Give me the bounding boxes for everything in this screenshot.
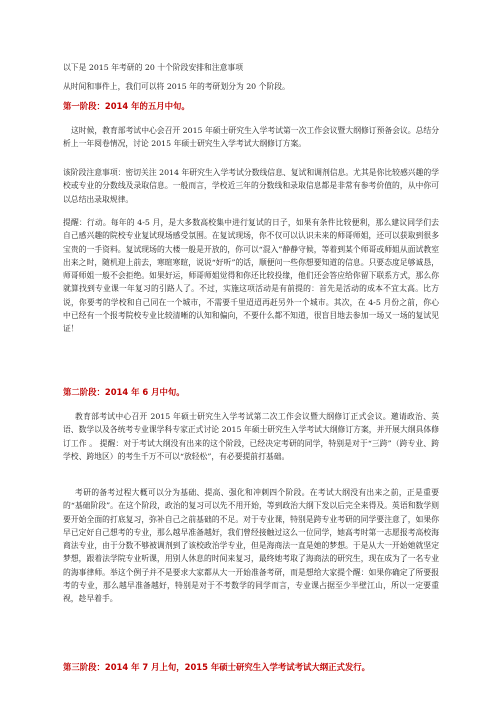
stage-1-heading: 第一阶段：2014 年的五月中旬。: [63, 101, 190, 111]
stage-2-heading: 第二阶段：2014 年 6 月中旬。: [63, 387, 185, 397]
intro-line-1: 以下是 2015 年考研的 20 十个阶段安排和注意事项: [63, 63, 244, 72]
intro-line-2: 从时间和事件上，我们可以将 2015 年的考研划分为 20 个阶段。: [63, 82, 290, 91]
stage-3-heading: 第三阶段：2014 年 7 月上旬，2015 年硕士研究生入学考试考试大纲正式发行。: [63, 662, 370, 672]
stage-2-paragraph-1: 教育部考试中心召开 2015 年硕士研究生入学考试第二次工作会议暨大纲修订正式会议。邀请政治、英语、数学以及各统考专业课学科专家正式讨论 2015 年硕士研究生入学考试大纲修订方案，并开展大纲具体修订工作 。 提醒：对于考试大纲没有出来的这个阶段，已经决定考研的同学，特别是对于“三跨”（跨专业、跨学校、跨地区）的考生千万不可以“放轻松”，有必要提前打基础。: [63, 412, 439, 461]
stage-1-paragraph-3: 提醒：行动。每年的 4-5 月，是大多数高校集中进行复试的日子，如果有条件比较便利，那么建议同学们去自己感兴趣的院校专业复试现场感受氛围。在复试现场，你不仅可以认识未来的师哥师姐，还可以获取到很多宝贵的一手资料。复试现场的大楼一般是开放的，你可以“混入”静静守候，等着到某个师哥或师姐从面试教室出来之时，随机迎上前去，寒暄寒暄，说说“好听”的话，顺便问一些你想要知道的信息。只要态度足够诚恳，师哥师姐一般不会拒绝。如果好运，师哥师姐觉得和你还比较投缘，他们还会答应给你留下联系方式，那么你就算找到专业课一年复习的引路人了。不过，实施这项活动是有前提的：首先是活动的成本不宜太高。比方说，你要考的学校和自己同在一个城市，不需要千里迢迢再赶另外一个城市。其次，在 4-5 月份之前，你心中已经有一个报考院校专业比较清晰的认知和偏向，不要什么都不知道，很盲目地去参加一场又一场的复试见证！: [63, 218, 439, 334]
stage-1-paragraph-2: 该阶段注意事项：密切关注 2014 年研究生入学考试分数线信息、复试和调剂信息。尤其是你比较感兴趣的学校或专业的分数线及录取信息。一般而言，学校近三年的分数线和录取信息都是非常有参考价值的，从中你可以总结出录取规律。: [63, 168, 439, 204]
stage-2-paragraph-2: 考研的备考过程大概可以分为基础、提高、强化和冲刺四个阶段。在考试大纲没有出来之前，正是重要的“基础阶段”。在这个阶段，政治的复习可以先不用开始，等到政治大纲下发以后完全来得及。英语和数学则要开始全面的打底复习，弥补自己之前基础的不足。对于专业课，特别是跨专业考研的同学要注意了，如果你早已定好自己想考的专业，那么越早准备越好，我们曾经接触过这么一位同学，她高考时第一志愿报考高校海商法专业，由于分数不够被调剂到了该校政治学专业，但是海商法一直是她的梦想。于是从大一开始她就坚定梦想，跟着法学院专业听课，用别人休息的时间来复习，最终她考取了海商法的研究生，现在成为了一名专业的海事律师。举这个例子并不是要求大家都从大一开始准备考研，而是想给大家提个醒：如果你确定了所要报考的专业，那么越早准备越好，特别是对于不考数学的同学而言，专业课占据至少半壁江山，所以一定要重视，趁早着手。: [63, 488, 439, 604]
stage-1-paragraph-1: 这时候，教育部考试中心会召开 2015 年硕士研究生入学考试第一次工作会议暨大纲修订预备会议。总结分析上一年阅卷情况，讨论 2015 年硕士研究生入学考试大纲修订方案。: [63, 126, 439, 149]
